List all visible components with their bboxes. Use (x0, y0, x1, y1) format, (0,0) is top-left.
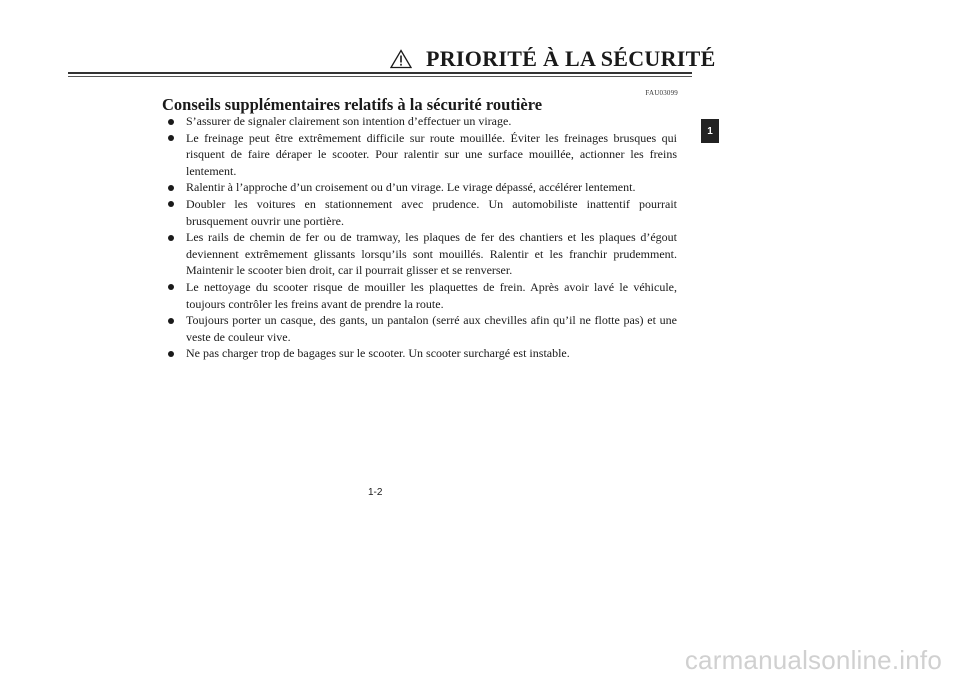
list-item (166, 130, 677, 180)
list-item-text: Les rails de chemin de fer ou de tramway, les plaques de fer des chantiers et les plaques d’égout deviennent extrêmement glissants lorsqu’ils sont mouillés. Ralentir et les franchir prudemment. Maintenir le scooter bien droit, car il pourrait glisser et se renverser. (186, 230, 677, 278)
bullet-icon (168, 185, 174, 191)
list-item-text: Toujours porter un casque, des gants, un pantalon (serré aux chevilles afin qu’il ne flotte pas) et une veste de couleur vive. (186, 313, 677, 344)
list-item-text: Le nettoyage du scooter risque de mouiller les plaquettes de frein. Après avoir lavé le véhicule, toujours contrôler les freins avant de prendre la route. (186, 279, 677, 311)
list-item-text: Le freinage peut être extrêmement difficile sur route mouillée. Éviter les freinages brusques qui risquent de faire déraper le scooter. Pour ralentir sur une surface mouillée, actionner les freins lentement. (186, 130, 677, 178)
header-rule (68, 72, 692, 74)
bullet-list (166, 113, 677, 362)
chapter-tab: 1 (701, 119, 719, 143)
bullet-icon (168, 284, 174, 290)
page-number: 1-2 (368, 487, 383, 498)
warning-triangle-icon (390, 49, 412, 69)
page-header (390, 44, 716, 74)
section-title: Conseils supplémentaires relatifs à la sécurité routière (162, 95, 543, 114)
list-item (166, 113, 677, 130)
content-body (166, 113, 677, 362)
bullet-icon (168, 235, 174, 241)
list-item (166, 229, 677, 279)
list-item (166, 179, 677, 196)
header-rule-thin (68, 76, 692, 77)
list-item (166, 312, 677, 345)
watermark: carmanualsonline.info (684, 645, 942, 675)
list-item-text: Ralentir à l’approche d’un croisement ou d’un virage. Le virage dépassé, accélérer lentement. (186, 180, 636, 195)
list-item (166, 196, 677, 229)
list-item-text: Ne pas charger trop de bagages sur le scooter. Un scooter surchargé est instable. (186, 346, 570, 361)
bullet-icon (168, 119, 174, 125)
doc-code: FAU03099 (645, 89, 678, 97)
bullet-icon (168, 351, 174, 357)
bullet-icon (168, 135, 174, 141)
list-item (166, 279, 677, 312)
list-item-text: Doubler les voitures en stationnement avec prudence. Un automobiliste inattentif pourrait brusquement ouvrir une portière. (186, 196, 677, 228)
list-item (166, 345, 677, 362)
bullet-icon (168, 318, 174, 324)
bullet-icon (168, 201, 174, 207)
list-item-text: S’assurer de signaler clairement son intention d’effectuer un virage. (186, 114, 512, 128)
page-title: PRIORITÉ À LA SÉCURITÉ (426, 46, 716, 71)
